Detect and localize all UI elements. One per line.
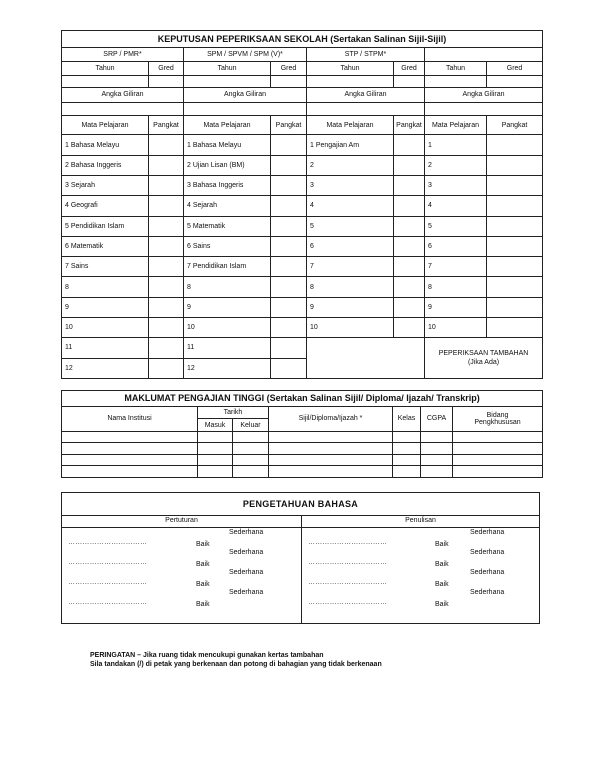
- subject-cell: 5 Matematik: [184, 216, 271, 236]
- subject-cell: 4 Geografi: [62, 196, 149, 216]
- subject-cell: 9: [307, 297, 394, 317]
- mata-pelajaran-header: Mata Pelajaran: [62, 116, 149, 135]
- pangkat-field[interactable]: [149, 358, 184, 378]
- cgpa-header: CGPA: [421, 406, 453, 431]
- table-row: [62, 466, 543, 478]
- subject-row: [62, 176, 543, 196]
- sijil-header: Sijil/Diploma/Ijazah *: [269, 406, 393, 431]
- subject-cell: 9: [425, 297, 487, 317]
- language-row: [302, 589, 539, 609]
- pangkat-field[interactable]: [487, 196, 543, 216]
- pangkat-field[interactable]: [149, 277, 184, 297]
- institusi-field[interactable]: [62, 443, 198, 455]
- mata-pelajaran-header: Mata Pelajaran: [425, 116, 487, 135]
- language-row: [62, 569, 301, 589]
- kelas-field[interactable]: [393, 466, 421, 478]
- sederhana-option[interactable]: Sederhana: [229, 529, 264, 536]
- gred-label: Gred: [487, 62, 543, 75]
- peringatan-note: PERINGATAN – Jika ruang tidak mencukupi gunakan kertas tambahan: [90, 652, 324, 659]
- subject-row: [62, 338, 543, 358]
- stpm-empty-area: [307, 338, 425, 379]
- masuk-field[interactable]: [198, 454, 233, 466]
- pangkat-field[interactable]: [394, 216, 425, 236]
- pangkat-field[interactable]: [394, 297, 425, 317]
- language-title: PENGETAHUAN BAHASA: [62, 493, 539, 516]
- higher-ed-title: MAKLUMAT PENGAJIAN TINGGI (Sertakan Salinan Sijil/ Diploma/ Ijazah/ Transkrip): [62, 391, 543, 407]
- subject-cell: 3 Sejarah: [62, 176, 149, 196]
- subject-cell: 7 Pendidikan Islam: [184, 257, 271, 277]
- pangkat-field[interactable]: [394, 176, 425, 196]
- school-results-title: KEPUTUSAN PEPERIKSAAN SEKOLAH (Sertakan Salinan Sijil-Sijil): [62, 31, 543, 48]
- pangkat-field[interactable]: [149, 155, 184, 175]
- pangkat-field[interactable]: [149, 135, 184, 155]
- pangkat-field[interactable]: [487, 257, 543, 277]
- language-name-field[interactable]: ……………………………: [308, 599, 388, 606]
- sederhana-option[interactable]: Sederhana: [229, 589, 264, 596]
- table-row: [62, 443, 543, 455]
- tahun-label: Tahun: [307, 62, 394, 75]
- baik-option[interactable]: Baik: [196, 541, 210, 548]
- angka-giliran-field[interactable]: [425, 103, 543, 116]
- gred-field[interactable]: [487, 75, 543, 87]
- subject-cell: 4: [307, 196, 394, 216]
- pangkat-field[interactable]: [271, 257, 307, 277]
- pangkat-field[interactable]: [487, 277, 543, 297]
- bidang-field[interactable]: [453, 454, 543, 466]
- pangkat-field[interactable]: [149, 257, 184, 277]
- subject-cell: 11: [184, 338, 271, 358]
- baik-option[interactable]: Baik: [435, 541, 449, 548]
- pangkat-field[interactable]: [394, 155, 425, 175]
- cgpa-field[interactable]: [421, 466, 453, 478]
- pangkat-header: Pangkat: [394, 116, 425, 135]
- exam-other: [425, 48, 543, 62]
- tahun-label: Tahun: [62, 62, 149, 75]
- sederhana-option[interactable]: Sederhana: [470, 549, 505, 556]
- gred-label: Gred: [271, 62, 307, 75]
- language-row: [302, 549, 539, 569]
- language-name-field[interactable]: ……………………………: [308, 539, 388, 546]
- subject-cell: 1 Bahasa Melayu: [184, 135, 271, 155]
- subject-cell: 10: [307, 317, 394, 337]
- sijil-field[interactable]: [269, 466, 393, 478]
- language-row: [62, 549, 301, 569]
- baik-option[interactable]: Baik: [196, 581, 210, 588]
- subject-cell: 9: [62, 297, 149, 317]
- subject-row: [62, 297, 543, 317]
- pangkat-field[interactable]: [149, 317, 184, 337]
- language-knowledge-section: [61, 492, 540, 624]
- subject-cell: 8: [425, 277, 487, 297]
- bidang-line1: Bidang: [486, 411, 509, 419]
- baik-option[interactable]: Baik: [435, 601, 449, 608]
- sijil-field[interactable]: [269, 454, 393, 466]
- masuk-field[interactable]: [198, 466, 233, 478]
- keluar-field[interactable]: [233, 443, 269, 455]
- pangkat-field[interactable]: [487, 236, 543, 256]
- mata-pelajaran-header: Mata Pelajaran: [184, 116, 271, 135]
- language-name-field[interactable]: ……………………………: [68, 539, 148, 546]
- penulisan-label: Penulisan: [302, 515, 539, 528]
- subject-cell: 7: [425, 257, 487, 277]
- tambahan-line1: PEPERIKSAAN TAMBAHAN: [438, 350, 529, 358]
- cgpa-field[interactable]: [421, 443, 453, 455]
- subject-cell: 8: [307, 277, 394, 297]
- masuk-field[interactable]: [198, 443, 233, 455]
- angka-giliran-label: Angka Giliran: [184, 87, 307, 102]
- subject-row: [62, 196, 543, 216]
- language-row: [302, 529, 539, 549]
- pangkat-header: Pangkat: [487, 116, 543, 135]
- angka-giliran-field[interactable]: [307, 103, 425, 116]
- subject-cell: 1 Pengajian Am: [307, 135, 394, 155]
- pangkat-field[interactable]: [271, 155, 307, 175]
- gred-label: Gred: [394, 62, 425, 75]
- pangkat-field[interactable]: [394, 317, 425, 337]
- subject-cell: 9: [184, 297, 271, 317]
- subject-row: [62, 135, 543, 155]
- pangkat-header: Pangkat: [149, 116, 184, 135]
- language-name-field[interactable]: ……………………………: [308, 559, 388, 566]
- subject-cell: 3: [307, 176, 394, 196]
- gred-field[interactable]: [271, 75, 307, 87]
- subject-row: [62, 236, 543, 256]
- higher-education-table: [61, 390, 543, 478]
- subject-row: [62, 216, 543, 236]
- angka-giliran-label: Angka Giliran: [307, 87, 425, 102]
- pangkat-field[interactable]: [271, 216, 307, 236]
- angka-giliran-label: Angka Giliran: [425, 87, 543, 102]
- subject-cell: 10: [184, 317, 271, 337]
- subject-cell: 6 Sains: [184, 236, 271, 256]
- institusi-field[interactable]: [62, 454, 198, 466]
- subject-cell: 7: [307, 257, 394, 277]
- school-exam-results-table: [61, 30, 543, 379]
- sederhana-option[interactable]: Sederhana: [470, 569, 505, 576]
- sederhana-option[interactable]: Sederhana: [229, 569, 264, 576]
- bidang-field[interactable]: [453, 466, 543, 478]
- language-name-field[interactable]: ……………………………: [68, 559, 148, 566]
- tahun-field[interactable]: [62, 75, 149, 87]
- pertuturan-label: Pertuturan: [62, 515, 301, 528]
- baik-option[interactable]: Baik: [435, 581, 449, 588]
- pangkat-field[interactable]: [271, 196, 307, 216]
- pangkat-field[interactable]: [487, 317, 543, 337]
- institusi-field[interactable]: [62, 466, 198, 478]
- penulisan-column: [302, 515, 539, 623]
- language-name-field[interactable]: ……………………………: [68, 599, 148, 606]
- gred-label: Gred: [149, 62, 184, 75]
- language-row: [62, 589, 301, 609]
- pangkat-field[interactable]: [149, 297, 184, 317]
- baik-option[interactable]: Baik: [196, 561, 210, 568]
- pangkat-header: Pangkat: [271, 116, 307, 135]
- pangkat-field[interactable]: [149, 216, 184, 236]
- exam-stp-stpm: STP / STPM*: [307, 48, 425, 62]
- keluar-field[interactable]: [233, 431, 269, 443]
- pangkat-field[interactable]: [487, 155, 543, 175]
- keluar-field[interactable]: [233, 454, 269, 466]
- masuk-header: Masuk: [198, 419, 233, 432]
- subject-row: [62, 277, 543, 297]
- sijil-field[interactable]: [269, 431, 393, 443]
- subject-cell: 10: [425, 317, 487, 337]
- pangkat-field[interactable]: [271, 338, 307, 358]
- cgpa-field[interactable]: [421, 431, 453, 443]
- exam-spm: SPM / SPVM / SPM (V)*: [184, 48, 307, 62]
- tahun-field[interactable]: [307, 75, 394, 87]
- subject-cell: 4 Sejarah: [184, 196, 271, 216]
- peperiksaan-tambahan-note: [425, 338, 543, 379]
- subject-cell: 5 Pendidikan Islam: [62, 216, 149, 236]
- subject-row: [62, 317, 543, 337]
- tahun-field[interactable]: [425, 75, 487, 87]
- subject-cell: 5: [307, 216, 394, 236]
- pertuturan-column: [62, 515, 302, 623]
- masuk-field[interactable]: [198, 431, 233, 443]
- pangkat-field[interactable]: [271, 297, 307, 317]
- subject-cell: 12: [184, 358, 271, 378]
- subject-cell: 3: [425, 176, 487, 196]
- language-name-field[interactable]: ……………………………: [308, 579, 388, 586]
- subject-row: [62, 257, 543, 277]
- mata-pelajaran-header: Mata Pelajaran: [307, 116, 394, 135]
- kelas-field[interactable]: [393, 454, 421, 466]
- subject-cell: 8: [62, 277, 149, 297]
- subject-cell: 1: [425, 135, 487, 155]
- pangkat-field[interactable]: [394, 257, 425, 277]
- subject-cell: 11: [62, 338, 149, 358]
- notes: [90, 651, 382, 669]
- pangkat-field[interactable]: [487, 216, 543, 236]
- subject-cell: 2 Ujian Lisan (BM): [184, 155, 271, 175]
- pangkat-field[interactable]: [394, 135, 425, 155]
- subject-cell: 5: [425, 216, 487, 236]
- pangkat-field[interactable]: [271, 236, 307, 256]
- kelas-field[interactable]: [393, 443, 421, 455]
- pangkat-field[interactable]: [394, 277, 425, 297]
- angka-giliran-label: Angka Giliran: [62, 87, 184, 102]
- pangkat-field[interactable]: [149, 338, 184, 358]
- pangkat-field[interactable]: [271, 277, 307, 297]
- subject-cell: 12: [62, 358, 149, 378]
- tahun-label: Tahun: [425, 62, 487, 75]
- pangkat-field[interactable]: [487, 176, 543, 196]
- pangkat-field[interactable]: [271, 176, 307, 196]
- exam-srp-pmr: SRP / PMR*: [62, 48, 184, 62]
- subject-cell: 1 Bahasa Melayu: [62, 135, 149, 155]
- tahun-field[interactable]: [184, 75, 271, 87]
- table-row: [62, 454, 543, 466]
- subject-row: [62, 155, 543, 175]
- pangkat-field[interactable]: [149, 236, 184, 256]
- bidang-field[interactable]: [453, 431, 543, 443]
- keluar-header: Keluar: [233, 419, 269, 432]
- language-name-field[interactable]: ……………………………: [68, 579, 148, 586]
- subject-cell: 4: [425, 196, 487, 216]
- subject-cell: 2: [307, 155, 394, 175]
- subject-cell: 6 Matematik: [62, 236, 149, 256]
- angka-giliran-field[interactable]: [184, 103, 307, 116]
- pangkat-field[interactable]: [149, 196, 184, 216]
- kelas-header: Kelas: [393, 406, 421, 431]
- pangkat-field[interactable]: [149, 176, 184, 196]
- institusi-field[interactable]: [62, 431, 198, 443]
- tarikh-header: Tarikh: [198, 406, 269, 419]
- tandakan-note: Sila tandakan (/) di petak yang berkenaan dan potong di bahagian yang tidak berkenaan: [90, 661, 382, 668]
- sederhana-option[interactable]: Sederhana: [470, 529, 505, 536]
- subject-cell: 7 Sains: [62, 257, 149, 277]
- pangkat-field[interactable]: [271, 358, 307, 378]
- baik-option[interactable]: Baik: [196, 601, 210, 608]
- cgpa-field[interactable]: [421, 454, 453, 466]
- sederhana-option[interactable]: Sederhana: [470, 589, 505, 596]
- gred-field[interactable]: [394, 75, 425, 87]
- baik-option[interactable]: Baik: [435, 561, 449, 568]
- pangkat-field[interactable]: [394, 196, 425, 216]
- subject-cell: 6: [307, 236, 394, 256]
- kelas-field[interactable]: [393, 431, 421, 443]
- tahun-label: Tahun: [184, 62, 271, 75]
- pangkat-field[interactable]: [271, 317, 307, 337]
- nama-institusi-header: Nama Institusi: [62, 406, 198, 431]
- bidang-header: [453, 406, 543, 431]
- language-row: [302, 569, 539, 589]
- sederhana-option[interactable]: Sederhana: [229, 549, 264, 556]
- subject-cell: 6: [425, 236, 487, 256]
- pangkat-field[interactable]: [487, 135, 543, 155]
- subject-cell: 8: [184, 277, 271, 297]
- pangkat-field[interactable]: [271, 135, 307, 155]
- subject-cell: 10: [62, 317, 149, 337]
- bidang-field[interactable]: [453, 443, 543, 455]
- sijil-field[interactable]: [269, 443, 393, 455]
- bidang-line2: Pengkhususan: [474, 418, 521, 426]
- pangkat-field[interactable]: [487, 297, 543, 317]
- pangkat-field[interactable]: [394, 236, 425, 256]
- subject-cell: 3 Bahasa Inggeris: [184, 176, 271, 196]
- table-row: [62, 431, 543, 443]
- keluar-field[interactable]: [233, 466, 269, 478]
- angka-giliran-field[interactable]: [62, 103, 184, 116]
- language-row: [62, 529, 301, 549]
- subject-cell: 2: [425, 155, 487, 175]
- gred-field[interactable]: [149, 75, 184, 87]
- subject-cell: 2 Bahasa Inggeris: [62, 155, 149, 175]
- tambahan-line2: (Jika Ada): [467, 359, 500, 367]
